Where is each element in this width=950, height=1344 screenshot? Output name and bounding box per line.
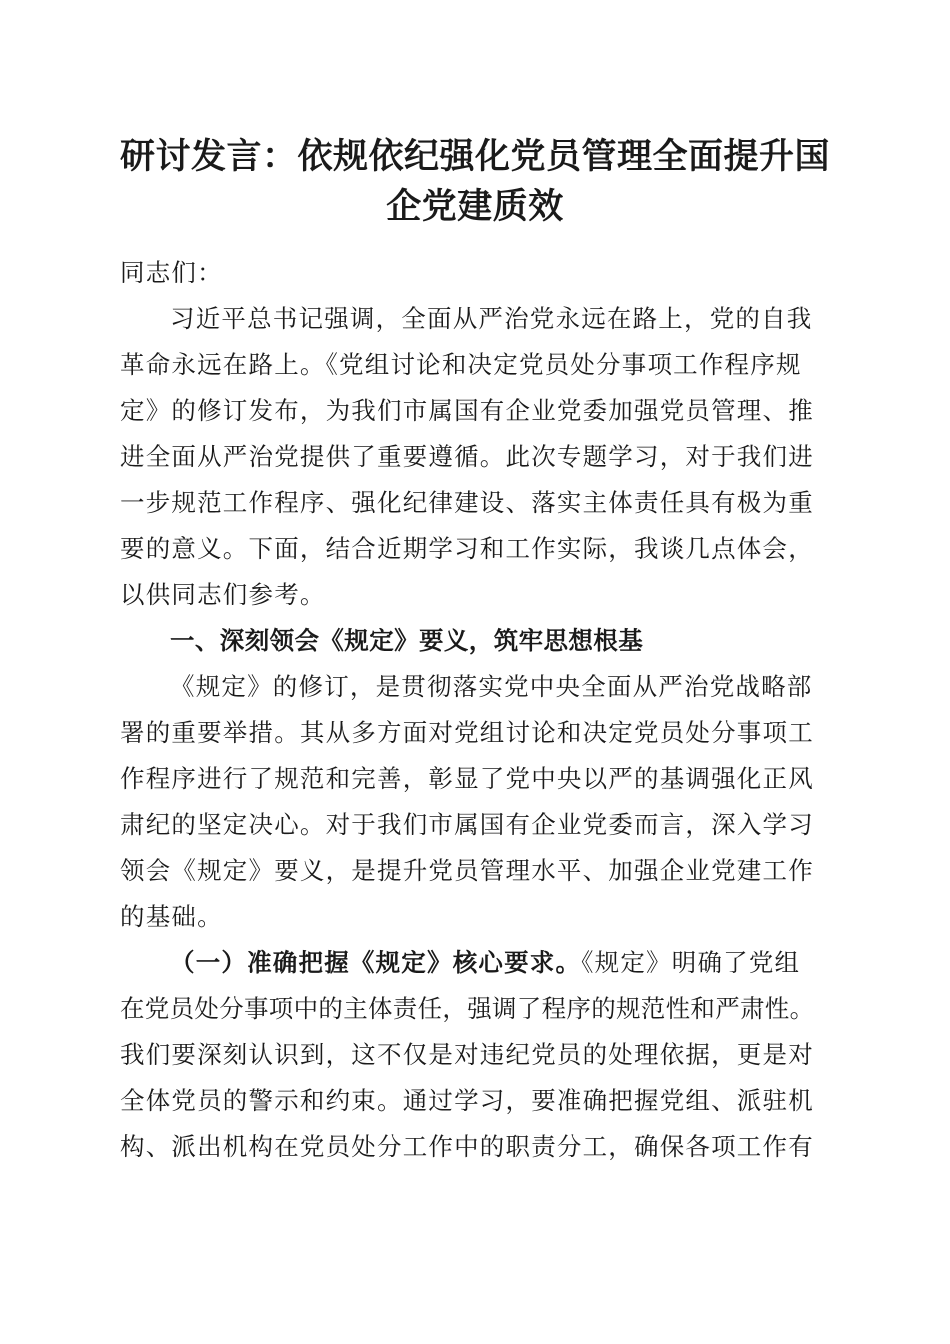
section-1-line-6: 的基础。 [120,902,223,931]
title-line-1: 研讨发言：依规依纪强化党员管理全面提升国 [119,136,830,177]
intro-line-6: 要的意义。下面，结合近期学习和工作实际，我谈几点体会， [120,534,814,563]
subsection-1-line-2: 在党员处分事项中的主体责任，强调了程序的规范性和严肃性。 [120,994,815,1023]
intro-line-5: 一步规范工作程序、强化纪律建设、落实主体责任具有极为重 [120,488,814,517]
intro-line-7: 以供同志们参考。 [120,580,326,609]
title-line-2: 企党建质效 [386,186,564,227]
subsection-1-line-4: 全体党员的警示和约束。通过学习，要准确把握党组、派驻机 [120,1086,814,1115]
subsection-1-line-3: 我们要深刻认识到，这不仅是对违纪党员的处理依据，更是对 [120,1040,814,1069]
section-1-line-3: 作程序进行了规范和完善，彰显了党中央以严的基调强化正风 [120,764,814,793]
subsection-1-line-1 [120,940,840,986]
salutation: 同志们： [120,258,223,287]
intro-line-1: 习近平总书记强调，全面从严治党永远在路上，党的自我 [170,304,813,333]
subsection-1-first-rest: 《规定》明确了党组 [581,948,801,977]
subsection-1-heading: （一）准确把握《规定》核心要求。 [170,948,582,977]
section-1-line-4: 肃纪的坚定决心。对于我们市属国有企业党委而言，深入学习 [120,810,814,839]
section-1-heading: 一、深刻领会《规定》要义，筑牢思想根基 [170,626,644,655]
intro-line-3: 定》的修订发布，为我们市属国有企业党委加强党员管理、推 [120,396,814,425]
section-1-line-1: 《规定》的修订，是贯彻落实党中央全面从严治党战略部 [170,672,813,701]
document-title [110,132,840,232]
intro-line-2: 革命永远在路上。《党组讨论和决定党员处分事项工作程序规 [120,350,802,379]
section-1-line-5: 领会《规定》要义，是提升党员管理水平、加强企业党建工作 [120,856,814,885]
section-1-line-2: 署的重要举措。其从多方面对党组讨论和决定党员处分事项工 [120,718,814,747]
intro-line-4: 进全面从严治党提供了重要遵循。此次专题学习，对于我们进 [120,442,814,471]
document-body [120,250,840,1170]
subsection-1-line-5: 构、派出机构在党员处分工作中的职责分工，确保各项工作有 [120,1132,814,1161]
